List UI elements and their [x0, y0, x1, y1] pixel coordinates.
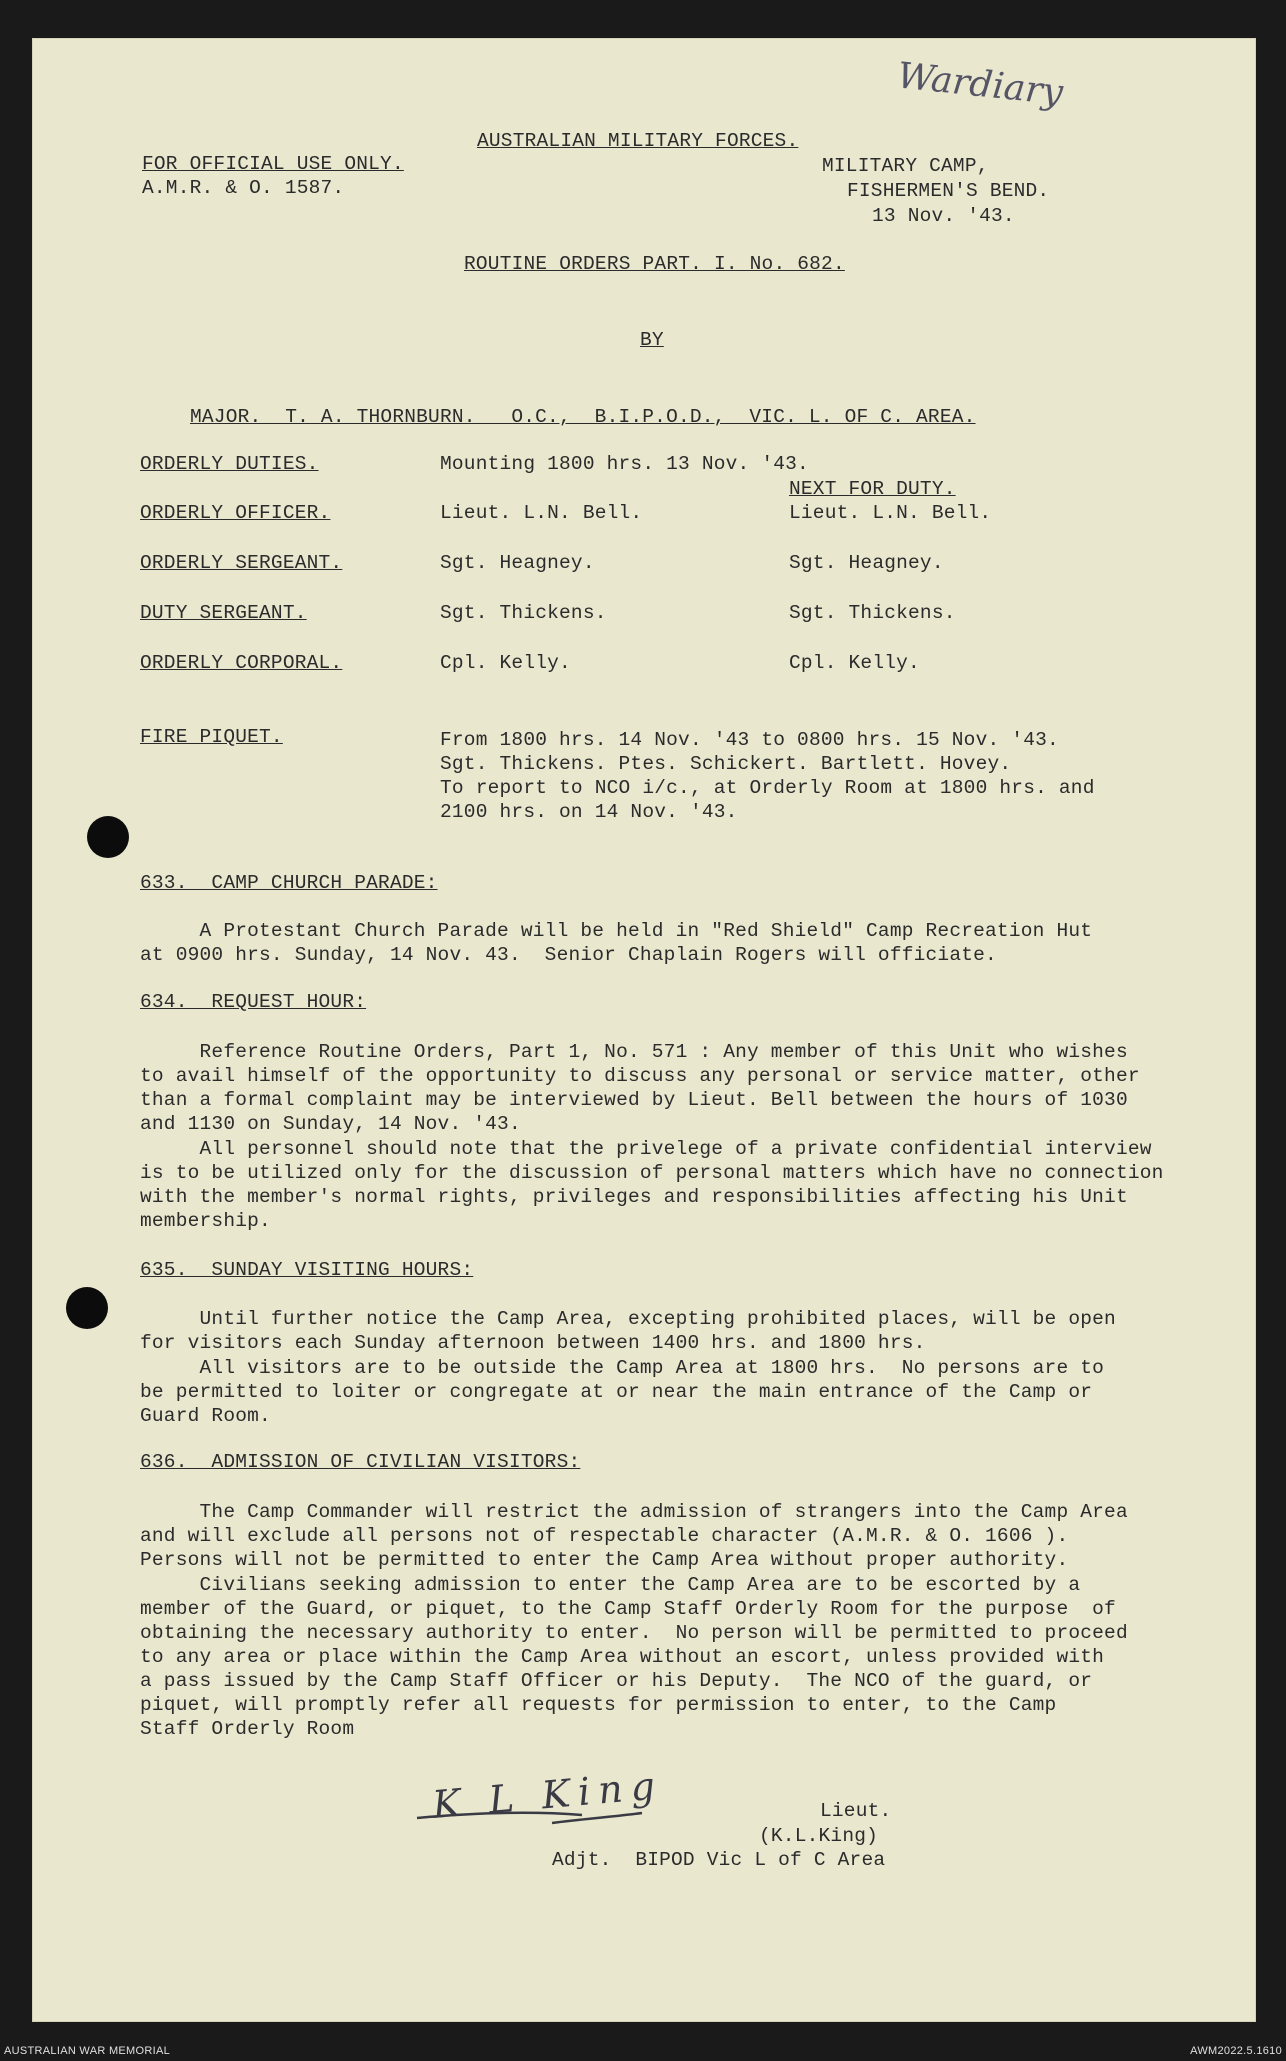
duty-role: ORDERLY CORPORAL.: [140, 652, 343, 674]
order-635-line: for visitors each Sunday afternoon between 1400 hrs. and 1800 hrs.: [140, 1332, 926, 1354]
order-633-line: A Protestant Church Parade will be held in "Red Shield" Camp Recreation Hut: [140, 920, 1093, 942]
fire-piquet-line: Sgt. Thickens. Ptes. Schickert. Bartlett. Hovey.: [440, 753, 1012, 775]
order-633-heading: 633. CAMP CHURCH PARADE:: [140, 872, 438, 894]
footer-credit: AUSTRALIAN WAR MEMORIAL: [4, 2045, 171, 2057]
duty-next: Lieut. L.N. Bell.: [789, 502, 992, 524]
order-635-line: All visitors are to be outside the Camp Area at 1800 hrs. No persons are to: [140, 1357, 1105, 1379]
signatory-rank: Lieut.: [820, 1800, 892, 1822]
issuing-officer: MAJOR. T. A. THORNBURN. O.C., B.I.P.O.D., VIC. L. OF C. AREA.: [190, 406, 976, 428]
duty-next: Cpl. Kelly.: [789, 652, 920, 674]
amr-reference: A.M.R. & O. 1587.: [142, 177, 345, 199]
duty-role: ORDERLY OFFICER.: [140, 502, 331, 524]
duty-current: Sgt. Heagney.: [440, 552, 595, 574]
footer-accession: AWM2022.5.1610: [1190, 2045, 1282, 2057]
order-636-line: and will exclude all persons not of respectable character (A.M.R. & O. 1606 ).: [140, 1525, 1069, 1547]
order-date: 13 Nov. '43.: [872, 205, 1015, 227]
order-636-line: member of the Guard, or piquet, to the Camp Staff Orderly Room for the purpose of: [140, 1598, 1116, 1620]
camp-name-line1: MILITARY CAMP,: [822, 155, 989, 177]
order-634-line: and 1130 on Sunday, 14 Nov. '43.: [140, 1113, 521, 1135]
order-635-line: Until further notice the Camp Area, excepting prohibited places, will be open: [140, 1308, 1116, 1330]
fire-piquet-line: 2100 hrs. on 14 Nov. '43.: [440, 801, 738, 823]
fire-piquet-line: From 1800 hrs. 14 Nov. '43 to 0800 hrs. 15 Nov. '43.: [440, 729, 1059, 751]
duty-role: DUTY SERGEANT.: [140, 602, 307, 624]
document-page: [32, 38, 1256, 2022]
official-use-label: FOR OFFICIAL USE ONLY.: [142, 153, 404, 175]
handwritten-note: Wardiary: [895, 55, 1065, 114]
order-633-line: at 0900 hrs. Sunday, 14 Nov. 43. Senior Chaplain Rogers will officiate.: [140, 944, 997, 966]
handwritten-signature: K L King: [430, 1763, 665, 1827]
fire-piquet-line: To report to NCO i/c., at Orderly Room at 1800 hrs. and: [440, 777, 1095, 799]
order-636-line: Staff Orderly Room: [140, 1718, 355, 1740]
order-636-line: The Camp Commander will restrict the admission of strangers into the Camp Area: [140, 1501, 1128, 1523]
order-636-line: Civilians seeking admission to enter the Camp Area are to be escorted by a: [140, 1574, 1081, 1596]
order-634-line: to avail himself of the opportunity to discuss any personal or service matter, other: [140, 1065, 1140, 1087]
order-634-line: than a formal complaint may be interviewed by Lieut. Bell between the hours of 1030: [140, 1089, 1128, 1111]
order-636-heading: 636. ADMISSION OF CIVILIAN VISITORS:: [140, 1451, 581, 1473]
order-634-line: membership.: [140, 1210, 271, 1232]
camp-name-line2: FISHERMEN'S BEND.: [847, 180, 1050, 202]
duty-role: ORDERLY SERGEANT.: [140, 552, 343, 574]
order-636-line: piquet, will promptly refer all requests for permission to enter, to the Camp: [140, 1694, 1057, 1716]
order-634-heading: 634. REQUEST HOUR:: [140, 991, 367, 1013]
document-title: ROUTINE ORDERS PART. I. No. 682.: [464, 253, 845, 275]
fire-piquet-label: FIRE PIQUET.: [140, 726, 283, 748]
signature-stroke: [412, 1793, 712, 1833]
order-635-heading: 635. SUNDAY VISITING HOURS:: [140, 1259, 474, 1281]
punch-hole: [87, 816, 129, 858]
order-636-line: to any area or place within the Camp Area without an escort, unless provided with: [140, 1646, 1105, 1668]
signatory-name: (K.L.King): [759, 1825, 879, 1847]
order-636-line: a pass issued by the Camp Staff Officer or his Deputy. The NCO of the guard, or: [140, 1670, 1093, 1692]
order-634-line: with the member's normal rights, privileges and responsibilities affecting his Unit: [140, 1186, 1128, 1208]
orderly-duties-heading: ORDERLY DUTIES.: [140, 453, 319, 475]
duty-current: Sgt. Thickens.: [440, 602, 607, 624]
mounting-time: Mounting 1800 hrs. 13 Nov. '43.: [440, 453, 809, 475]
duty-next: Sgt. Heagney.: [789, 552, 944, 574]
order-636-line: obtaining the necessary authority to enter. No person will be permitted to proceed: [140, 1622, 1128, 1644]
by-label: BY: [640, 329, 664, 351]
duty-current: Cpl. Kelly.: [440, 652, 571, 674]
order-635-line: Guard Room.: [140, 1405, 271, 1427]
order-634-line: is to be utilized only for the discussion of personal matters which have no connection: [140, 1162, 1164, 1184]
duty-current: Lieut. L.N. Bell.: [440, 502, 643, 524]
next-for-duty-heading: NEXT FOR DUTY.: [789, 478, 956, 500]
order-635-line: be permitted to loiter or congregate at or near the main entrance of the Camp or: [140, 1381, 1093, 1403]
order-634-line: Reference Routine Orders, Part 1, No. 571 : Any member of this Unit who wishes: [140, 1041, 1128, 1063]
duty-next: Sgt. Thickens.: [789, 602, 956, 624]
signatory-position: Adjt. BIPOD Vic L of C Area: [552, 1849, 886, 1871]
order-634-line: All personnel should note that the privelege of a private confidential interview: [140, 1138, 1152, 1160]
forces-heading: AUSTRALIAN MILITARY FORCES.: [477, 130, 799, 152]
order-636-line: Persons will not be permitted to enter the Camp Area without proper authority.: [140, 1549, 1069, 1571]
punch-hole: [66, 1287, 108, 1329]
